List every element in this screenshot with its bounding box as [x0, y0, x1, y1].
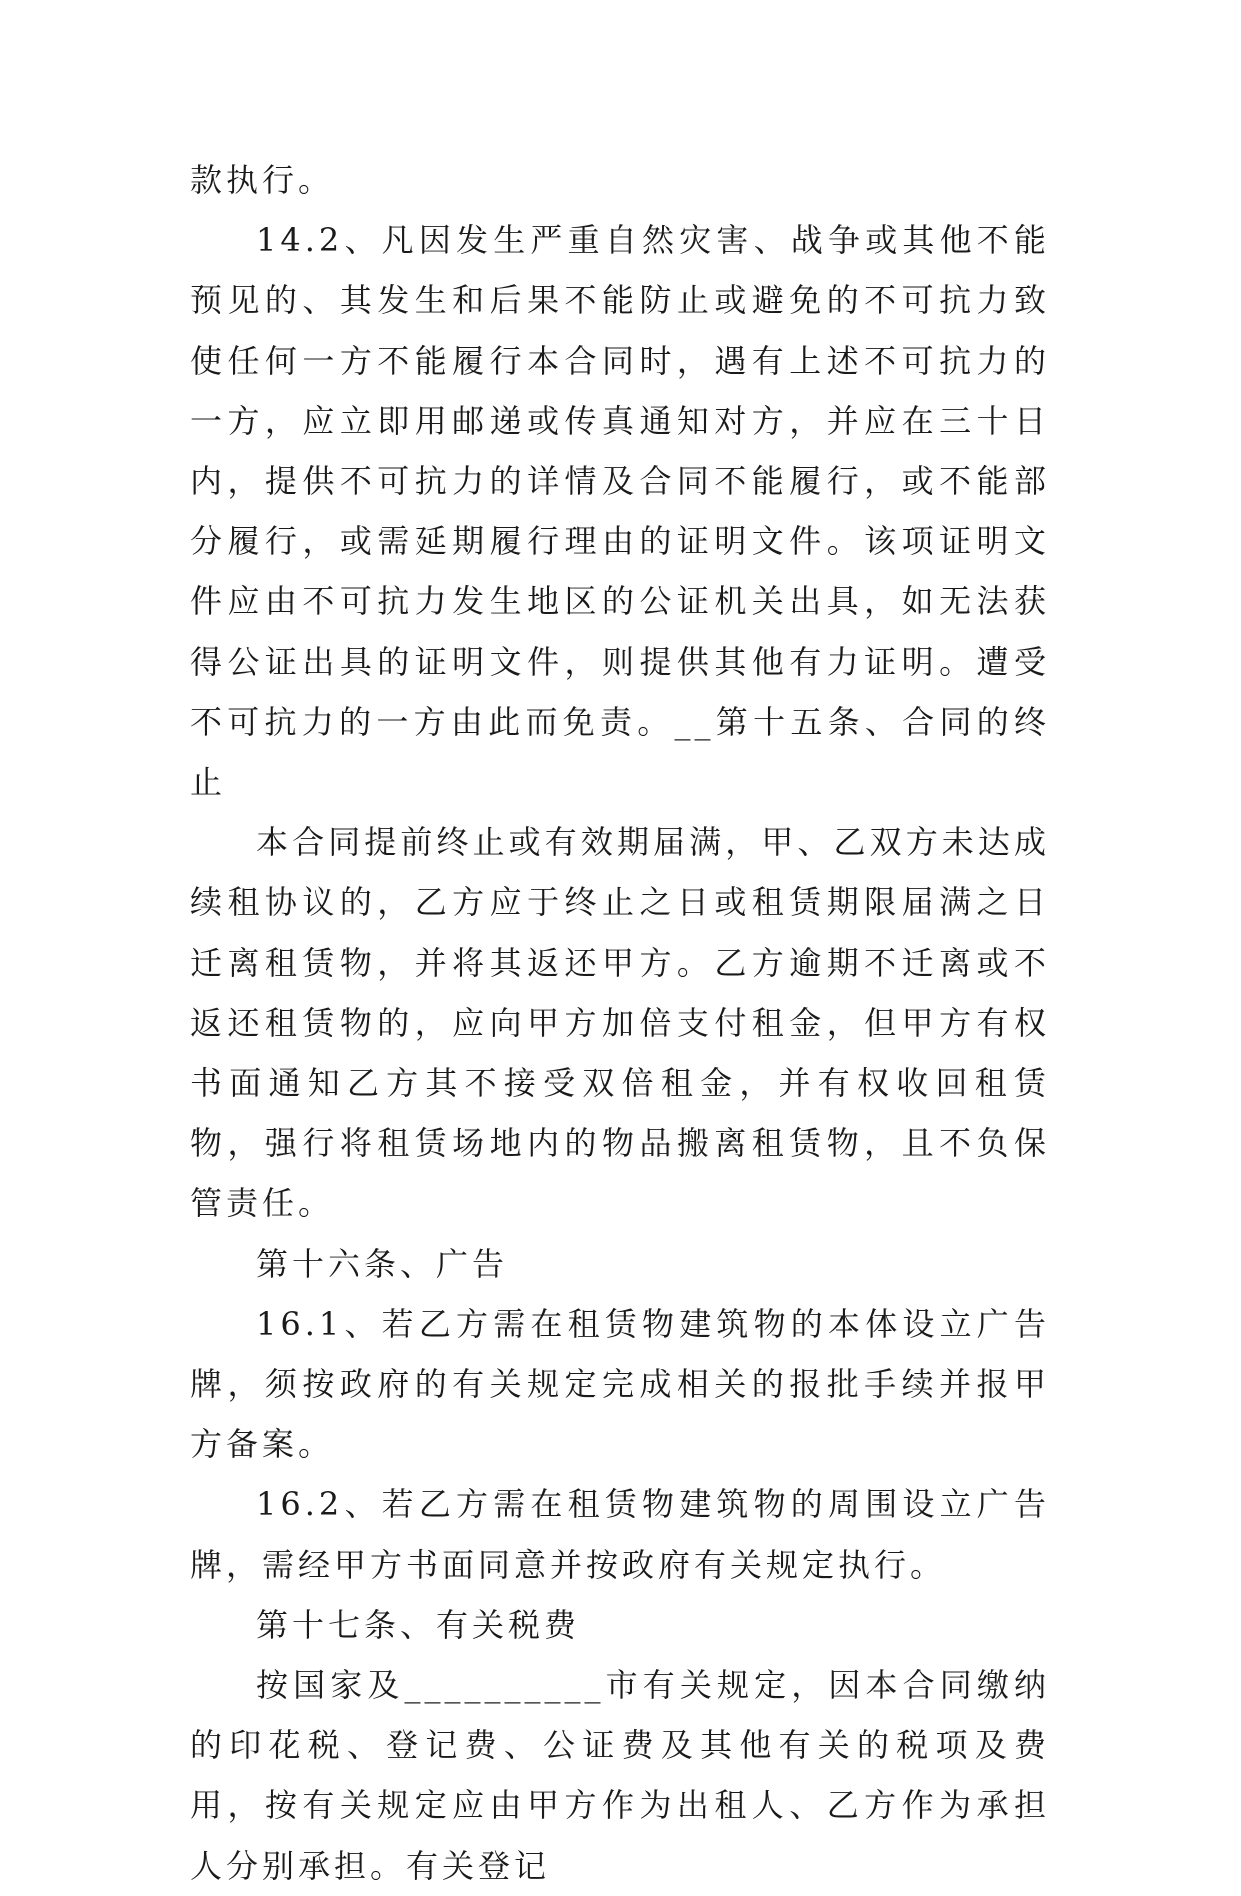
paragraph-clause-16-1: 16.1、若乙方需在租赁物建筑物的本体设立广告牌，须按政府的有关规定完成相关的报批手续并报甲方备案。 — [190, 1304, 1050, 1464]
paragraph-termination-terms: 本合同提前终止或有效期届满，甲、乙双方未达成续租协议的，乙方应于终止之日或租赁期限届满之日迁离租赁物，并将其返还甲方。乙方逾期不迁离或不返还租赁物的，应向甲方加倍支付租金，但甲方有权书面通知乙方其不接受双倍租金，并有权收回租赁物，强行将租赁场地内的物品搬离租赁物，且不负保管责任。 — [190, 823, 1050, 1223]
heading-article-16: 第十六条、广告 — [256, 1244, 509, 1283]
paragraph-clause-14-2: 14.2、凡因发生严重自然灾害、战争或其他不能预见的、其发生和后果不能防止或避免的不可抗力致使任何一方不能履行本合同时，遇有上述不可抗力的一方，应立即用邮递或传真通知对方，并应在三十日内，提供不可抗力的详情及合同不能履行，或不能部分履行，或需延期履行理由的证明文件。该项证明文件应由不可抗力发生地区的公证机关出具，如无法获得公证出具的证明文件，则提供其他有力证明。遭受不可抗力的一方由此而免责。__第十五条、合同的终止 — [190, 221, 1050, 802]
paragraph-taxes-fees: 按国家及__________市有关规定，因本合同缴纳的印花税、登记费、公证费及其他有关的税项及费用，按有关规定应由甲方作为出租人、乙方作为承担人分别承担。有关登记 — [190, 1666, 1050, 1885]
paragraph-continuation: 款执行。 — [190, 161, 335, 199]
heading-article-17: 第十七条、有关税费 — [256, 1605, 581, 1644]
document-body — [190, 150, 1050, 1896]
paragraph-clause-16-2: 16.2、若乙方需在租赁物建筑物的周围设立广告牌，需经甲方书面同意并按政府有关规定执行。 — [190, 1485, 1050, 1584]
